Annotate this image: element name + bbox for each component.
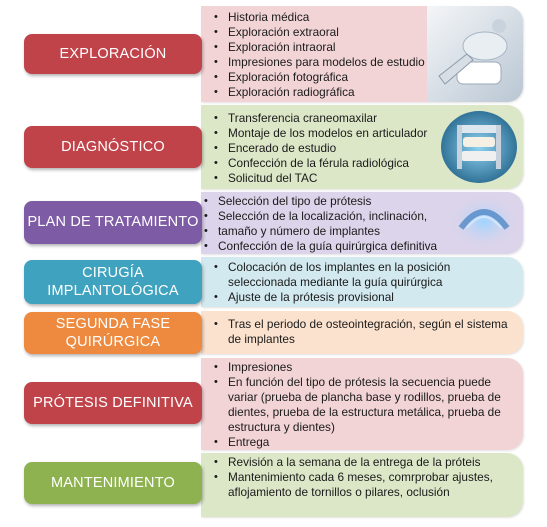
list-item: • Colocación de los implantes en la posición seleccionada mediante la guía quirúrgica (213, 260, 515, 290)
stage-label-text: MANTENIMIENTO (51, 474, 175, 491)
item-list (213, 455, 515, 500)
list-item: • Selección del tipo de prótesis (203, 194, 515, 209)
list-item: • Exploración extraoral (213, 25, 515, 40)
list-item: • Exploración intraoral (213, 40, 515, 55)
panel-diagnostico (201, 105, 523, 189)
articulator-photo (437, 107, 521, 187)
panel-exploracion (201, 6, 523, 102)
stage-label-text: PRÓTESIS DEFINITIVA (33, 394, 193, 411)
stage-label-text: SEGUNDA FASE QUIRÚRGICA (55, 315, 171, 350)
list-item: • Mantenimiento cada 6 meses, comrprobar ajustes, aflojamiento de tornillos o pilares, oclusión (213, 470, 515, 500)
stage-label-mantenimiento (24, 462, 202, 504)
list-item: • Montaje de los modelos en articulador (213, 126, 515, 141)
list-item: • En función del tipo de prótesis la secuencia puede variar (prueba de plancha base y rodillos, prueba de dientes, prueba de la estructura metálica, prueba de estructura y dientes) (213, 375, 515, 435)
list-item: • Solicitud del TAC (213, 171, 515, 186)
list-item: • Revisión a la semana de la entrega de la próteis (213, 455, 515, 470)
panel-segunda-fase-quirurgica (201, 311, 523, 354)
panel-cirugia-implantologica (201, 257, 523, 307)
list-item: • Impresiones (213, 360, 515, 375)
stage-label-text: DIAGNÓSTICO (61, 138, 165, 155)
item-list (213, 360, 515, 450)
item-list (213, 317, 515, 347)
list-item: • Transferencia craneomaxilar (213, 111, 515, 126)
panel-protesis-definitiva (201, 358, 523, 450)
panel-plan-de-tratamiento (201, 192, 523, 254)
stage-label-text: EXPLORACIÓN (59, 45, 167, 62)
stage-label-cirugia-implantologica (24, 260, 202, 304)
item-list (213, 260, 515, 305)
list-item: • Exploración radiográfica (213, 85, 515, 100)
stage-label-text: CIRUGÍA IMPLANTOLÓGICA (47, 264, 179, 299)
list-item: • Selección de la localización, inclinación, (203, 209, 515, 224)
list-item: • Impresiones para modelos de estudio (213, 55, 515, 70)
stage-label-segunda-fase-quirurgica (24, 312, 202, 354)
list-item: • Tras el periodo de osteointegración, según el sistema de implantes (213, 317, 515, 347)
list-item: • Entrega (213, 435, 515, 450)
list-item: • Confección de la férula radiológica (213, 156, 515, 171)
stage-label-protesis-definitiva (24, 382, 202, 424)
stage-label-plan-de-tratamiento (24, 201, 202, 244)
stage-label-diagnostico (24, 126, 202, 168)
list-item: • Confección de la guía quirúrgica definitiva (203, 239, 515, 254)
panel-mantenimiento (201, 453, 523, 517)
list-item: • Exploración fotográfica (213, 70, 515, 85)
list-item: • Ajuste de la prótesis provisional (213, 290, 515, 305)
dental-exam-photo (427, 6, 523, 102)
stage-label-exploracion (24, 34, 202, 74)
list-item: • tamaño y número de implantes (203, 224, 515, 239)
list-item: • Historia médica (213, 10, 515, 25)
list-item: • Encerado de estudio (213, 141, 515, 156)
ct-scan-image (447, 192, 521, 252)
stage-label-text: PLAN DE TRATAMIENTO (27, 214, 199, 231)
